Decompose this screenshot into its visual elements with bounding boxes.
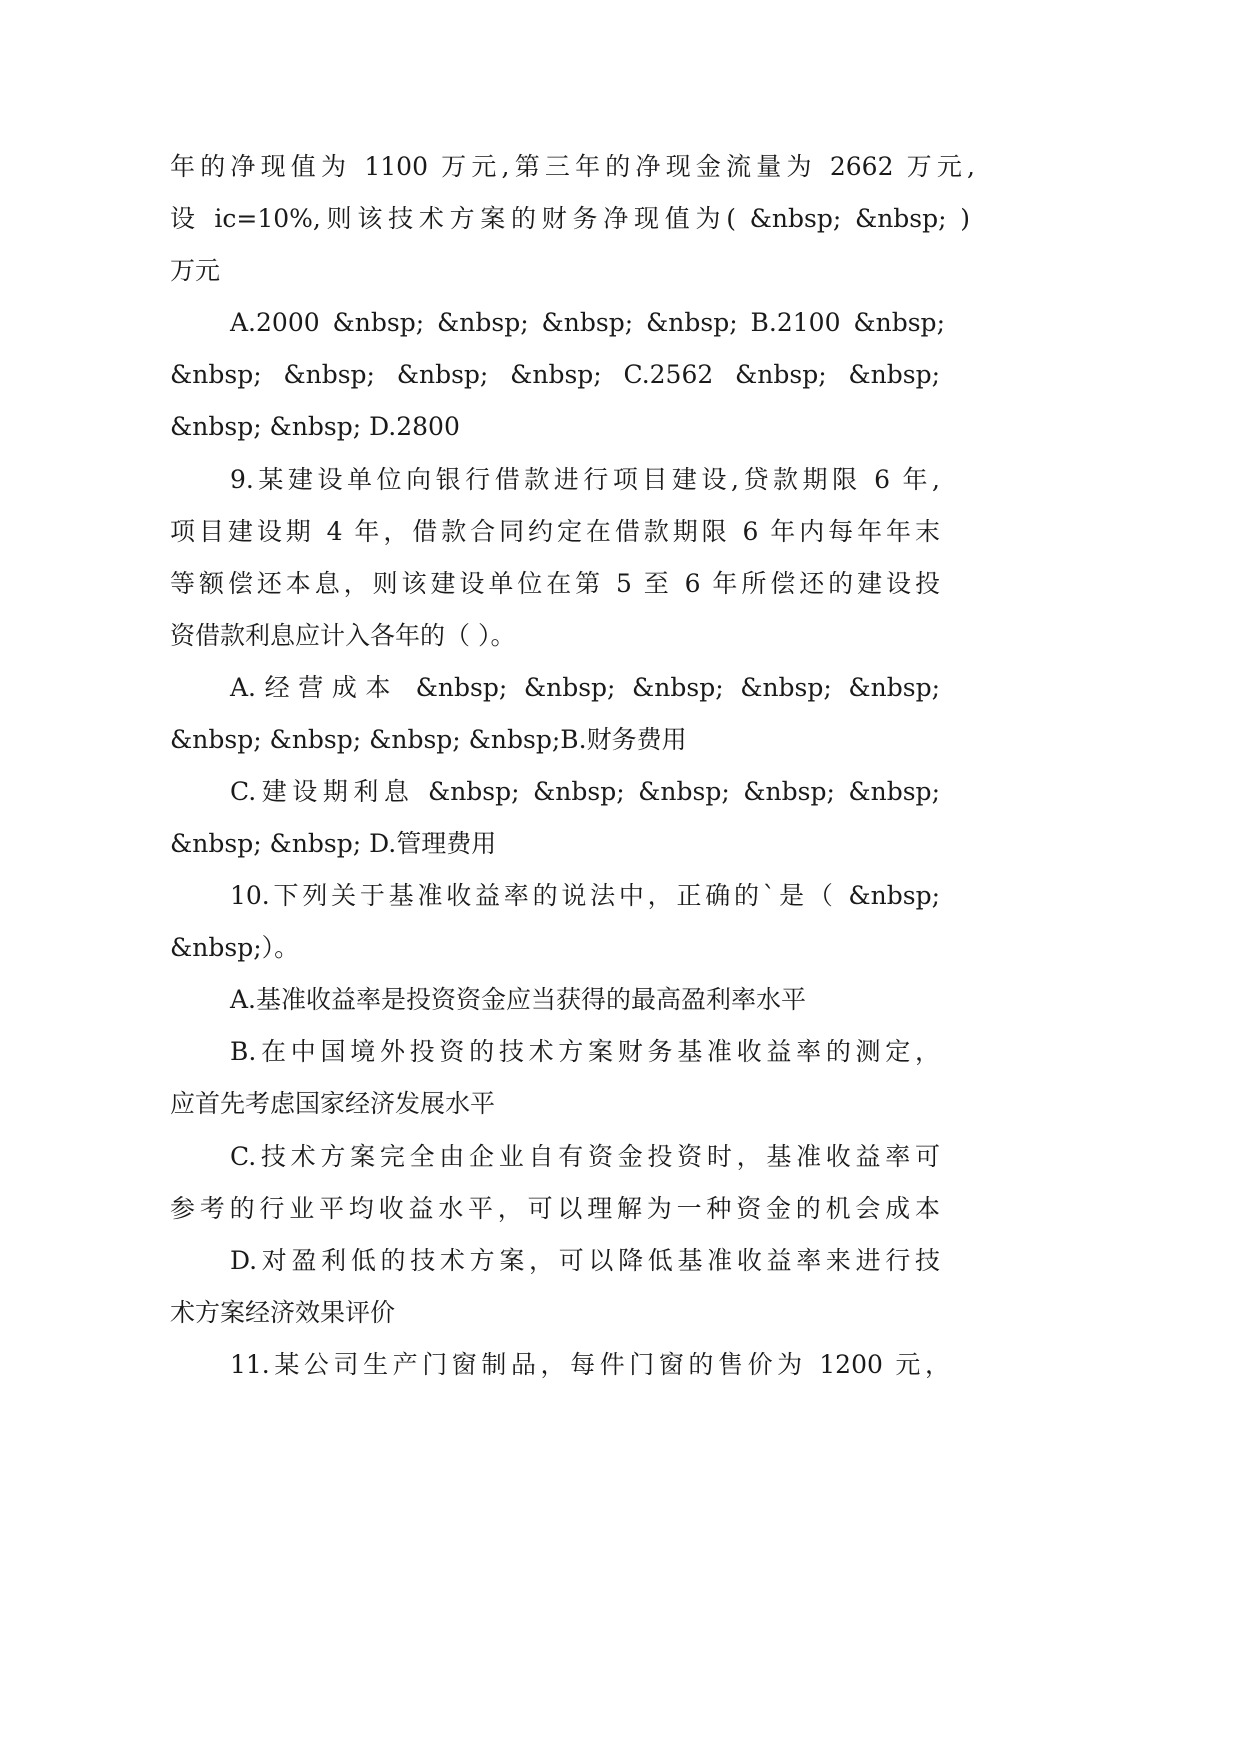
option-line: &nbsp; &nbsp; D.管理费用	[170, 829, 497, 858]
option-line: A.2000 &nbsp; &nbsp; &nbsp; &nbsp; B.2100 &nbsp;	[230, 308, 945, 337]
text-line: 等额偿还本息，则该建设单位在第 5 至 6 年所偿还的建设投	[170, 569, 940, 598]
option-line: &nbsp; &nbsp; &nbsp; &nbsp;B.财务费用	[170, 725, 687, 754]
text-line: 年的净现值为 1100 万元,第三年的净现金流量为 2662 万元,	[170, 152, 975, 181]
option-line: C.技术方案完全由企业自有资金投资时，基准收益率可	[230, 1142, 940, 1171]
text-line: &nbsp;）。	[170, 933, 300, 962]
option-line: D.对盈利低的技术方案，可以降低基准收益率来进行技	[230, 1246, 940, 1275]
text-line: 参考的行业平均收益水平，可以理解为一种资金的机会成本	[170, 1194, 940, 1223]
text-line: 术方案经济效果评价	[170, 1298, 396, 1327]
option-line: B.在中国境外投资的技术方案财务基准收益率的测定，	[230, 1037, 940, 1066]
option-line: &nbsp; &nbsp; D.2800	[170, 412, 460, 441]
text-line: 设 ic=10%,则该技术方案的财务净现值为( &nbsp; &nbsp; )	[170, 204, 970, 233]
option-line: A.基准收益率是投资资金应当获得的最高盈利率水平	[230, 985, 807, 1014]
text-line: 项目建设期 4 年，借款合同约定在借款期限 6 年内每年年末	[170, 517, 940, 546]
question-line: 10.下列关于基准收益率的说法中，正确的`是（ &nbsp;	[230, 881, 940, 910]
option-line: A.经营成本 &nbsp; &nbsp; &nbsp; &nbsp; &nbsp;	[230, 673, 940, 702]
question-line: 11.某公司生产门窗制品，每件门窗的售价为 1200 元，	[230, 1350, 950, 1379]
option-line: C.建设期利息 &nbsp; &nbsp; &nbsp; &nbsp; &nbsp;	[230, 777, 940, 806]
text-line: 资借款利息应计入各年的（ ）。	[170, 621, 516, 650]
text-line: 万元	[170, 256, 221, 285]
option-line: &nbsp; &nbsp; &nbsp; &nbsp; C.2562 &nbsp; &nbsp;	[170, 360, 940, 389]
question-line: 9.某建设单位向银行借款进行项目建设,贷款期限 6 年,	[230, 465, 940, 494]
text-line: 应首先考虑国家经济发展水平	[170, 1089, 496, 1118]
